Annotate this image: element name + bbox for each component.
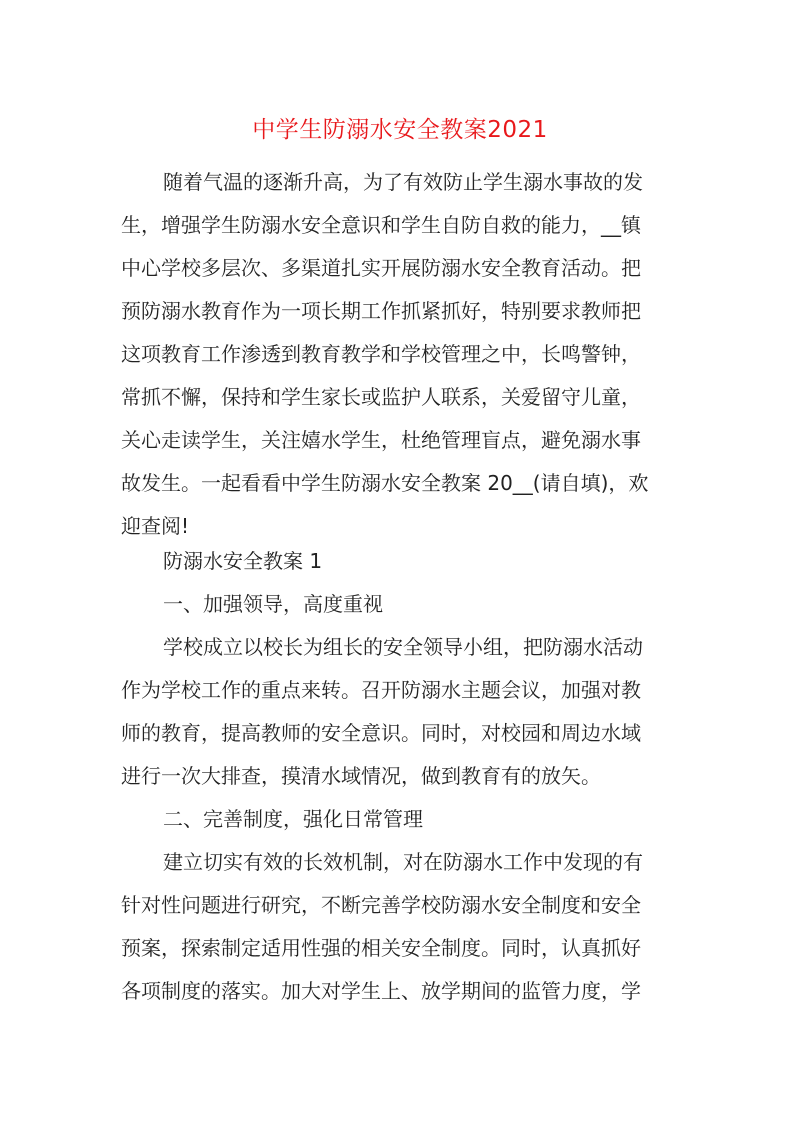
body-line: 中心学校多层次、多渠道扎实开展防溺水安全教育活动。把 — [121, 256, 641, 280]
section-heading: 一、加强领导，高度重视 — [163, 592, 383, 616]
section-heading: 二、完善制度，强化日常管理 — [163, 807, 423, 831]
body-line: 预案，探索制定适用性强的相关安全制度。同时，认真抓好 — [121, 936, 641, 960]
body-line: 针对性问题进行研究，不断完善学校防溺水安全制度和安全 — [121, 893, 641, 917]
body-line: 常抓不懈，保持和学生家长或监护人联系，关爱留守儿童， — [121, 385, 641, 409]
body-line: 随着气温的逐渐升高，为了有效防止学生溺水事故的发 — [163, 170, 643, 194]
body-line: 关心走读学生，关注嬉水学生，杜绝管理盲点，避免溺水事 — [121, 428, 641, 452]
body-line: 师的教育，提高教师的安全意识。同时，对校园和周边水域 — [121, 721, 641, 745]
section-heading: 防溺水安全教案 1 — [163, 549, 323, 573]
body-line: 故发生。一起看看中学生防溺水安全教案 20__(请自填)，欢 — [121, 471, 649, 495]
document-title: 中学生防溺水安全教案2021 — [252, 117, 548, 143]
body-line: 建立切实有效的长效机制，对在防溺水工作中发现的有 — [163, 850, 643, 874]
body-line: 预防溺水教育作为一项长期工作抓紧抓好，特别要求教师把 — [121, 299, 641, 323]
body-line: 这项教育工作渗透到教育教学和学校管理之中，长鸣警钟， — [121, 342, 641, 366]
body-line: 进行一次大排查，摸清水域情况，做到教育有的放矢。 — [121, 764, 601, 788]
body-line: 作为学校工作的重点来转。召开防溺水主题会议，加强对教 — [121, 678, 641, 702]
body-line: 生，增强学生防溺水安全意识和学生自防自救的能力，__镇 — [121, 213, 641, 237]
body-line: 学校成立以校长为组长的安全领导小组，把防溺水活动 — [163, 635, 643, 659]
body-line: 迎查阅! — [121, 514, 190, 538]
body-line: 各项制度的落实。加大对学生上、放学期间的监管力度，学 — [121, 979, 641, 1003]
